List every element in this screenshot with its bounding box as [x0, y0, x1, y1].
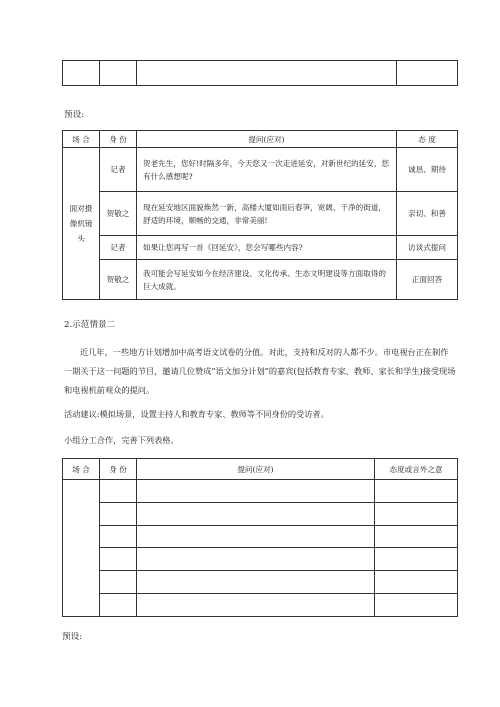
content-cell[interactable] — [137, 593, 375, 616]
table-row — [63, 548, 458, 571]
identity-cell: 记者 — [100, 148, 137, 192]
header-occasion: 场 合 — [63, 459, 100, 480]
identity-cell[interactable] — [100, 548, 137, 571]
scenario-paragraph: 近几年，一些地方计划增加中高考语文试卷的分值。对此，支持和反对的人都不少。市电视台正在制作一期关于这一问题的节目，邀请几位赞成“语文加分计划”的嘉宾(包括教育专家、教师、家长和学生)接受现场和电视机前观众的提问。 — [64, 347, 456, 395]
group-task: 小组分工合作，完善下列表格。 — [64, 435, 179, 445]
table-row — [63, 480, 458, 503]
table-row — [63, 260, 458, 300]
attitude-cell: 亲切、和善 — [397, 192, 458, 236]
content-cell[interactable] — [137, 525, 375, 548]
attitude-cell: 访谈式提问 — [397, 236, 458, 260]
header-attitude: 态度或言外之意 — [375, 459, 458, 480]
preset-label: 预设: — [62, 632, 83, 642]
identity-cell[interactable] — [100, 593, 137, 616]
table-row — [63, 593, 458, 616]
header-question: 提问(应对) — [137, 459, 375, 480]
table-row — [63, 571, 458, 594]
header-question: 提问(应对) — [137, 131, 397, 148]
identity-cell[interactable] — [100, 571, 137, 594]
table-row — [63, 236, 458, 260]
content-cell[interactable] — [137, 571, 375, 594]
header-identity: 身 份 — [100, 131, 137, 148]
content-cell: 贺老先生，您好!时隔多年，今天您又一次走进延安，对新世纪的延安，您有什么感想呢? — [137, 148, 397, 192]
content-cell[interactable] — [137, 548, 375, 571]
table-row — [63, 61, 458, 86]
identity-cell: 记者 — [100, 236, 137, 260]
previous-table-fragment — [62, 60, 458, 86]
occasion-cell: 面对摄像机镜头 — [63, 148, 100, 300]
attitude-cell: 正面回答 — [397, 260, 458, 300]
table-header-row — [63, 131, 458, 148]
attitude-cell[interactable] — [375, 548, 458, 571]
attitude-cell[interactable] — [375, 480, 458, 503]
identity-cell[interactable] — [100, 502, 137, 525]
identity-cell[interactable] — [100, 480, 137, 503]
preset-label: 预设: — [64, 110, 85, 120]
table-row — [63, 525, 458, 548]
table-header-row — [63, 459, 458, 480]
table-row — [63, 192, 458, 236]
attitude-cell[interactable] — [375, 525, 458, 548]
attitude-cell: 诚恳、期待 — [397, 148, 458, 192]
preset-table — [62, 130, 458, 300]
content-cell: 如果让您再写一首《回延安》，您会写哪些内容? — [137, 236, 397, 260]
table-row — [63, 148, 458, 192]
header-identity: 身 份 — [100, 459, 137, 480]
attitude-cell[interactable] — [375, 571, 458, 594]
activity-suggestion: 活动建议:模拟场景，设置主持人和教育专家、教师等不同身份的受访者。 — [64, 409, 329, 419]
content-cell[interactable] — [137, 480, 375, 503]
content-cell: 我可能会写延安如今在经济建设、文化传承、生态文明建设等方面取得的巨大成就。 — [137, 260, 397, 300]
table-row — [63, 502, 458, 525]
header-occasion: 场 合 — [63, 131, 100, 148]
attitude-cell[interactable] — [375, 593, 458, 616]
attitude-cell[interactable] — [375, 502, 458, 525]
content-cell[interactable] — [137, 502, 375, 525]
content-cell: 现在延安地区面貌焕然一新，高楼大厦如雨后春笋，宽阔、干净的街道，舒适的环境，顺畅的交通，非常美丽! — [137, 192, 397, 236]
identity-cell[interactable] — [100, 525, 137, 548]
section-title: 2.示范情景二 — [64, 320, 116, 330]
identity-cell: 贺敬之 — [100, 192, 137, 236]
identity-cell: 贺敬之 — [100, 260, 137, 300]
occasion-cell[interactable] — [63, 480, 100, 617]
header-attitude: 态 度 — [397, 131, 458, 148]
group-task-table — [62, 458, 458, 617]
